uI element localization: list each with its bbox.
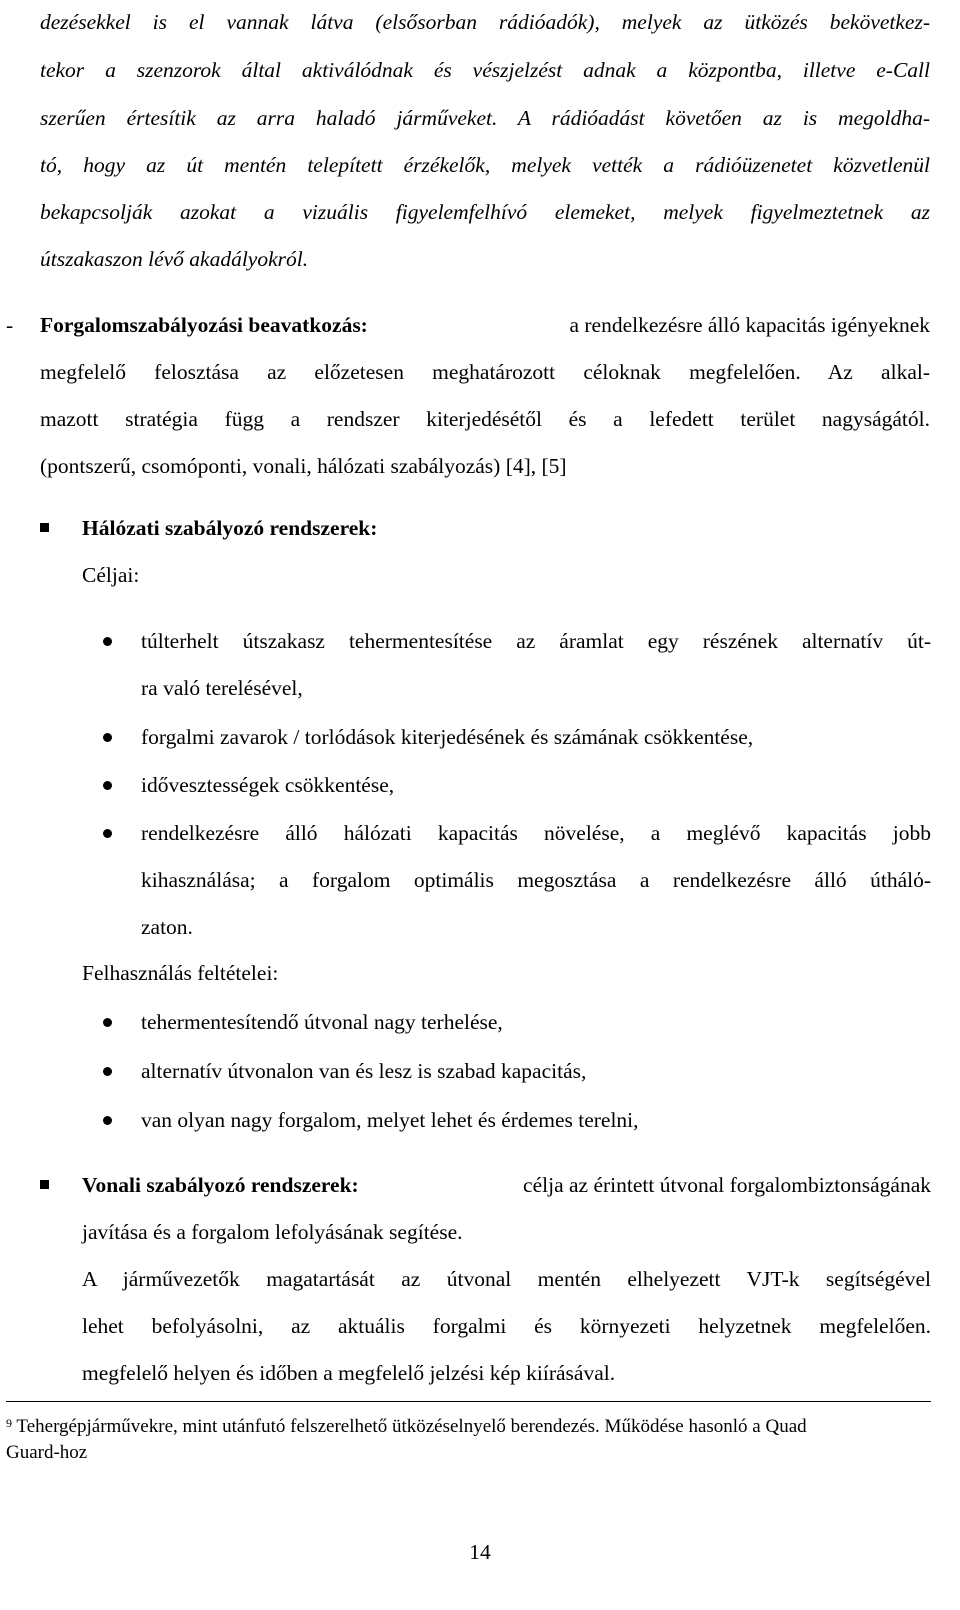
conditions-label: Felhasználás feltételei: [82,961,279,985]
goal-item: idővesztességek csökkentése, [141,773,395,797]
network-heading: Hálózati szabályozó rendszerek: [82,516,378,540]
intro-line: dezésekkel is el vannak látva (elsősorban rádióadók), melyek az ütközés bekövetkez- [40,10,930,34]
traffic-item-text: a rendelkezésre álló kapacitás igényeknek [569,313,930,337]
bullet-icon [103,781,112,790]
footnote-text-cont: Guard-hoz [6,1442,88,1463]
line-section-first-line [82,1170,931,1200]
page-number: 14 [469,1540,491,1564]
bullet-icon [103,829,112,838]
intro-line: tó, hogy az út mentén telepített érzékelők, melyek vették a rádióüzenetet közvetlenül [40,153,930,177]
bullet-icon [103,1067,112,1076]
line-section-heading: Vonali szabályozó rendszerek: [82,1173,359,1197]
goals-label: Céljai: [82,563,140,587]
dash-marker: - [6,313,14,337]
intro-line: útszakaszon lévő akadályokról. [40,247,309,271]
square-bullet-icon [40,1180,49,1189]
traffic-item-label: Forgalomszabályozási beavatkozás: [40,313,368,337]
bullet-icon [103,637,112,646]
line-section-line: javítása és a forgalom lefolyásának segítése. [82,1220,463,1244]
traffic-item-line: megfelelő felosztása az előzetesen meghatározott céloknak megfelelően. Az alkal- [40,360,930,384]
bullet-icon [103,733,112,742]
goal-item-cont: ra való terelésével, [141,676,303,700]
bullet-icon [103,1116,112,1125]
line-section-para: megfelelő helyen és időben a megfelelő jelzési kép kiírásával. [82,1361,616,1385]
bullet-icon [103,1018,112,1027]
footnote-number: 9 [6,1416,12,1430]
goal-item-cont: kihasználása; a forgalom optimális megosztása a rendelkezésre álló úthálό- [141,868,931,892]
intro-line: szerűen értesítik az arra haladó járműveket. A rádióadást követően az is megoldha- [40,106,930,130]
goal-item: rendelkezésre álló hálózati kapacitás növelése, a meglévő kapacitás jobb [141,821,931,845]
goal-item: forgalmi zavarok / torlódások kiterjedésének és számának csökkentése, [141,725,754,749]
line-section-text: célja az érintett útvonal forgalombiztonságának [523,1173,931,1197]
traffic-item-line: mazott stratégia függ a rendszer kiterjedésétől és a lefedett terület nagyságától. [40,407,930,431]
intro-line: bekapcsolják azokat a vizuális figyelemfelhívó elemeket, melyek figyelmeztetnek az [40,200,930,224]
intro-line: tekor a szenzorok által aktiválódnak és vészjelzést adnak a központba, illetve e-Call [40,58,930,82]
line-section-para: lehet befolyásolni, az aktuális forgalmi és környezeti helyzetnek megfelelően. [82,1314,931,1338]
condition-item: tehermentesítendő útvonal nagy terhelése, [141,1010,503,1034]
footnote-text: Tehergépjárművekre, mint utánfutó felszerelhető ütközéselnyelő berendezés. Működése hasonló a Quad [16,1416,807,1437]
line-section-para: A járművezetők magatartását az útvonal mentén elhelyezett VJT-k segítségével [82,1267,931,1291]
square-bullet-icon [40,523,49,532]
condition-item: van olyan nagy forgalom, melyet lehet és érdemes terelni, [141,1108,639,1132]
goal-item: túlterhelt útszakasz tehermentesítése az áramlat egy részének alternatív út- [141,629,931,653]
traffic-item-first-line [40,310,930,340]
goal-item-cont: zaton. [141,915,193,939]
condition-item: alternatív útvonalon van és lesz is szabad kapacitás, [141,1059,587,1083]
footnote-rule [6,1401,931,1402]
traffic-item-line: (pontszerű, csomóponti, vonali, hálózati szabályozás) [4], [5] [40,454,567,478]
footnote [6,1415,931,1439]
